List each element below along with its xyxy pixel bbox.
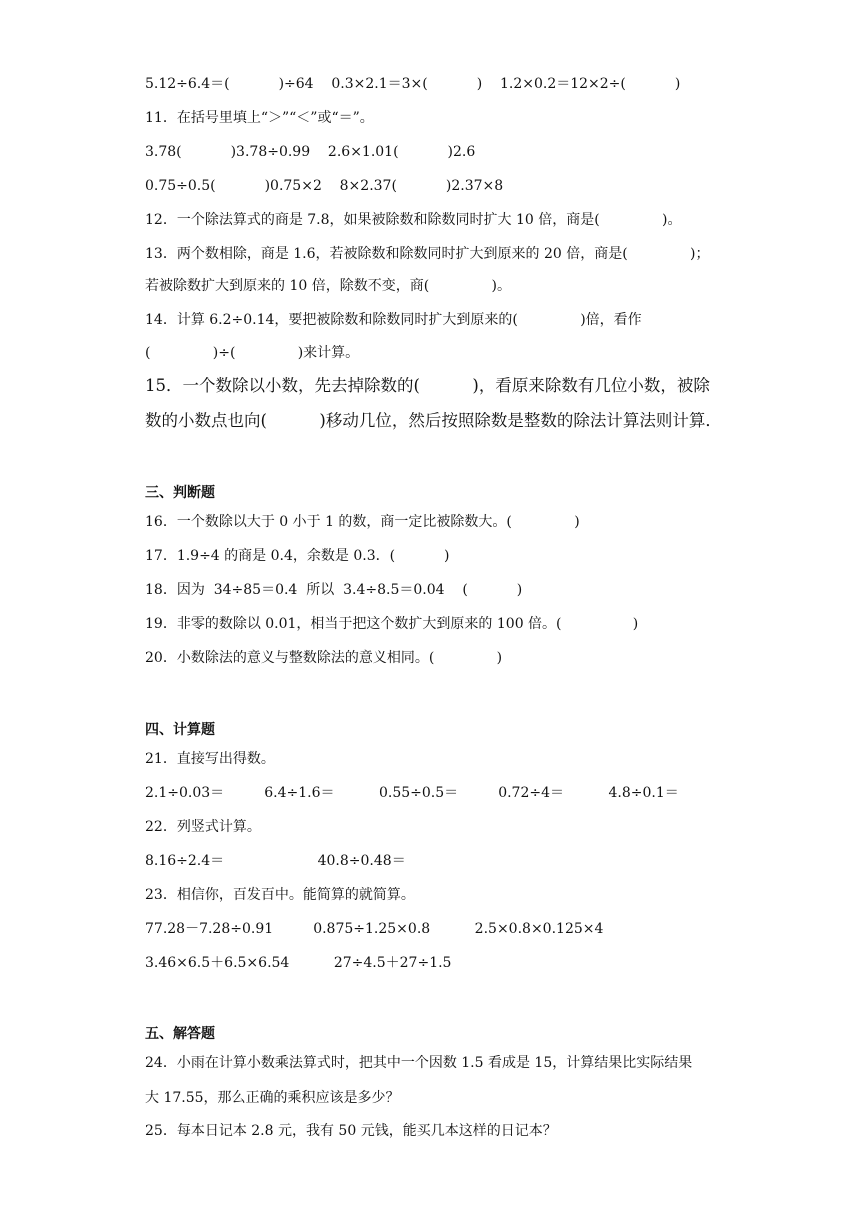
question-15-line-1: 15．一个数除以小数，先去掉除数的( )，看原来除数有几位小数，被除	[145, 376, 710, 395]
question-21: 21．直接写出得数。	[145, 751, 275, 767]
question-12: 12．一个除法算式的商是 7.8，如果被除数和除数同时扩大 10 倍，商是( )。	[145, 212, 682, 228]
question-14-line-1: 14．计算 6.2÷0.14，要把被除数和除数同时扩大到原来的( )倍，看作	[145, 312, 642, 328]
question-15-line-2: 数的小数点也向( )移动几位，然后按照除数是整数的除法计算法则计算．	[145, 411, 722, 430]
question-24-line-2: 大 17.55，那么正确的乘积应该是多少？	[145, 1090, 400, 1106]
question-11: 11．在括号里填上“＞”“＜”或“＝”。	[145, 110, 374, 126]
question-14-line-2: ( )÷( )来计算。	[145, 345, 360, 361]
section-heading-judgement: 三、判断题	[145, 485, 215, 501]
question-22-items: 8.16÷2.4＝ 40.8÷0.48＝	[145, 853, 406, 869]
question-24-line-1: 24．小雨在计算小数乘法算式时，把其中一个因数 1.5 看成是 15，计算结果比实际结果	[145, 1055, 693, 1071]
question-13-line-1: 13．两个数相除，商是 1.6，若被除数和除数同时扩大到原来的 20 倍，商是( )；	[145, 246, 710, 262]
question-11-row-1: 3.78( )3.78÷0.99 2.6×1.01( )2.6	[145, 144, 476, 160]
question-16: 16．一个数除以大于 0 小于 1 的数，商一定比被除数大。( )	[145, 514, 580, 530]
question-23-items-row-2: 3.46×6.5＋6.5×6.54 27÷4.5＋27÷1.5	[145, 955, 452, 971]
question-23-items-row-1: 77.28－7.28÷0.91 0.875÷1.25×0.8 2.5×0.8×0.125×4	[145, 921, 604, 937]
question-21-items: 2.1÷0.03＝ 6.4÷1.6＝ 0.55÷0.5＝ 0.72÷4＝ 4.8÷0.1＝	[145, 785, 679, 801]
section-heading-calculation: 四、计算题	[145, 722, 215, 738]
section-heading-word-problems: 五、解答题	[145, 1026, 215, 1042]
question-18: 18．因为 34÷85＝0.4 所以 3.4÷8.5＝0.04 ( )	[145, 582, 523, 598]
question-20: 20．小数除法的意义与整数除法的意义相同。( )	[145, 650, 503, 666]
question-25: 25．每本日记本 2.8 元，我有 50 元钱，能买几本这样的日记本？	[145, 1123, 557, 1139]
question-19: 19．非零的数除以 0.01，相当于把这个数扩大到原来的 100 倍。( )	[145, 616, 639, 632]
question-13-line-2: 若被除数扩大到原来的 10 倍，除数不变，商( )。	[145, 278, 511, 294]
question-23: 23．相信你，百发百中。能简算的就简算。	[145, 887, 415, 903]
question-17: 17．1.9÷4 的商是 0.4，余数是 0.3．( )	[145, 548, 450, 564]
question-22: 22．列竖式计算。	[145, 819, 261, 835]
fill-blank-equalities: 5.12÷6.4＝( )÷64 0.3×2.1＝3×( ) 1.2×0.2＝12×2÷( )	[145, 76, 681, 92]
question-11-row-2: 0.75÷0.5( )0.75×2 8×2.37( )2.37×8	[145, 178, 504, 194]
